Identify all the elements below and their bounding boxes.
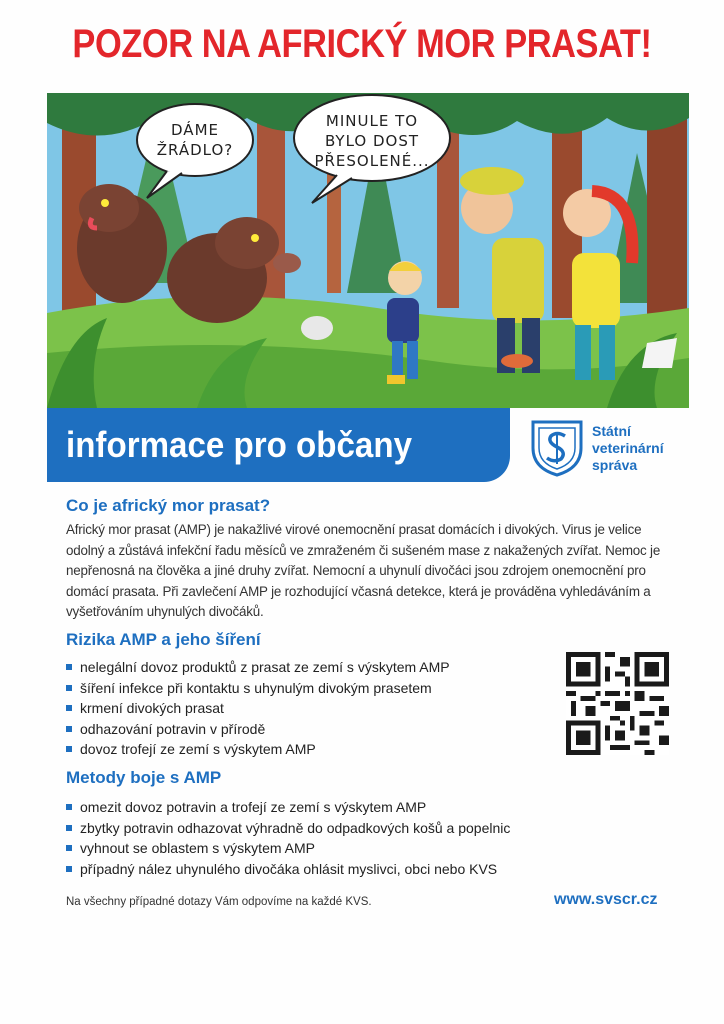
risk-item-text: nelegální dovoz produktů z prasat ze zemí s výskytem AMP xyxy=(80,659,450,675)
risk-item-text: krmení divokých prasat xyxy=(80,700,224,716)
logo-text xyxy=(592,423,664,474)
methods-list xyxy=(66,797,626,879)
method-item-text: omezit dovoz potravin a trofejí ze zemí s výskytem AMP xyxy=(80,799,427,815)
logo-line1: Státní xyxy=(592,423,631,439)
bullet-icon xyxy=(66,825,72,831)
bubble2-line2: BYLO DOST xyxy=(324,132,420,150)
section2-heading: Rizika AMP a jeho šíření xyxy=(66,630,261,649)
svs-logo-icon xyxy=(527,418,587,478)
list-item xyxy=(66,657,566,678)
method-item-text: vyhnout se oblastem s výskytem AMP xyxy=(80,840,315,856)
qr-code-icon[interactable] xyxy=(564,652,671,755)
list-item xyxy=(66,859,626,880)
risk-item-text: dovoz trofejí ze zemí s výskytem AMP xyxy=(80,741,316,757)
footer-note: Na všechny případné dotazy Vám odpovíme na každé KVS. xyxy=(66,896,372,908)
section1-paragraph: Africký mor prasat (AMP) je nakažlivé virové onemocnění prasat domácích i divokých. Virus je velice odolný a zůstává infekční řadu měsíců ve zmraženém či sušeném mase z nakažených zvířat. Nemoc je nepřenosná na člověka a jiné druhy zvířat. Nemocní a uhynulí divočáci jsou zdrojem onemocnění pro domácí prasata. Při zavlečení AMP je rozhodující včasná detekce, která je prováděna vyhledáváním a vyšetřováním uhynulých divočáků. xyxy=(66,522,661,619)
bullet-icon xyxy=(66,726,72,732)
bullet-icon xyxy=(66,804,72,810)
risk-item-text: šíření infekce při kontaktu s uhynulým divokým prasetem xyxy=(80,679,432,696)
bullet-icon xyxy=(66,705,72,711)
risks-list xyxy=(66,657,566,760)
bubble1-line2: ŽRÁDLO? xyxy=(156,141,234,159)
list-item xyxy=(66,838,626,859)
website-link[interactable]: www.svscr.cz xyxy=(554,891,658,908)
banner-title: informace pro občany xyxy=(66,424,413,465)
bullet-icon xyxy=(66,685,72,691)
bullet-icon xyxy=(66,845,72,851)
list-item xyxy=(66,719,566,740)
section3-heading: Metody boje s AMP xyxy=(66,768,222,787)
forest-scene xyxy=(47,93,689,408)
method-item-text: zbytky potravin odhazovat výhradně do odpadkových košů a popelnic xyxy=(80,819,511,836)
cartoon-illustration xyxy=(47,93,689,408)
list-item xyxy=(66,797,626,818)
list-item xyxy=(66,678,566,699)
poster-title: POZOR NA AFRICKÝ MOR PRASAT! xyxy=(72,22,652,66)
logo-line3: správa xyxy=(592,457,638,473)
risk-item-text: odhazování potravin v přírodě xyxy=(80,720,266,737)
list-item xyxy=(66,739,566,760)
section1-heading: Co je africký mor prasat? xyxy=(66,496,271,515)
bullet-icon xyxy=(66,746,72,752)
bullet-icon xyxy=(66,866,72,872)
bubble2-line3: PŘESOLENÉ... xyxy=(314,152,430,170)
bubble2-line1: MINULE TO xyxy=(325,112,419,130)
bubble1-line1: DÁME xyxy=(171,121,219,139)
list-item xyxy=(66,698,566,719)
logo-line2: veterinární xyxy=(592,440,664,456)
method-item-text: případný nález uhynulého divočáka ohlásit myslivci, obci nebo KVS xyxy=(80,860,498,877)
list-item xyxy=(66,818,626,839)
bullet-icon xyxy=(66,664,72,670)
